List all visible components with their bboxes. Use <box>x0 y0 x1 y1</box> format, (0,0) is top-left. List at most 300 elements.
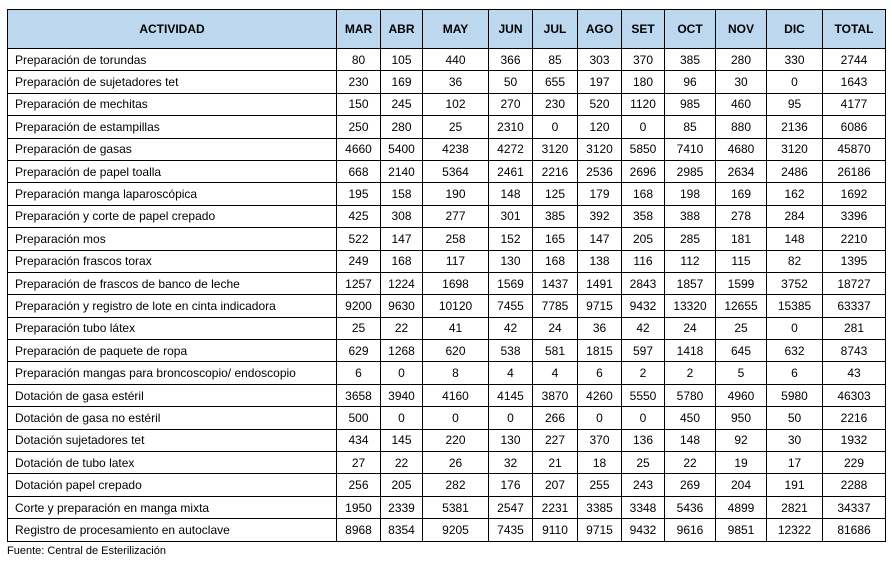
value-cell-oct: 450 <box>665 407 716 429</box>
value-cell-ago: 3120 <box>578 138 622 160</box>
value-cell-total: 281 <box>823 317 886 339</box>
value-cell-oct: 5780 <box>665 384 716 406</box>
value-cell-mar: 8968 <box>337 519 381 541</box>
value-cell-jul: 125 <box>533 183 578 205</box>
value-cell-ago: 303 <box>578 49 622 71</box>
value-cell-dic: 162 <box>767 183 823 205</box>
value-cell-ago: 138 <box>578 250 622 272</box>
value-cell-total: 34337 <box>823 496 886 518</box>
value-cell-nov: 950 <box>716 407 767 429</box>
value-cell-dic: 284 <box>767 205 823 227</box>
table-body <box>8 49 886 542</box>
value-cell-set: 5850 <box>622 138 665 160</box>
value-cell-nov: 115 <box>716 250 767 272</box>
value-cell-mar: 256 <box>337 474 381 496</box>
value-cell-abr: 1268 <box>381 340 423 362</box>
table-row <box>8 452 886 474</box>
table-row <box>8 228 886 250</box>
value-cell-jul: 1437 <box>533 272 578 294</box>
value-cell-mar: 4660 <box>337 138 381 160</box>
value-cell-total: 2744 <box>823 49 886 71</box>
value-cell-ago: 9715 <box>578 295 622 317</box>
value-cell-mar: 668 <box>337 160 381 182</box>
value-cell-set: 116 <box>622 250 665 272</box>
value-cell-dic: 0 <box>767 317 823 339</box>
table-row <box>8 183 886 205</box>
value-cell-total: 1395 <box>823 250 886 272</box>
value-cell-mar: 434 <box>337 429 381 451</box>
value-cell-total: 2216 <box>823 407 886 429</box>
value-cell-abr: 5400 <box>381 138 423 160</box>
value-cell-set: 205 <box>622 228 665 250</box>
value-cell-jul: 2231 <box>533 496 578 518</box>
value-cell-ago: 255 <box>578 474 622 496</box>
value-cell-set: 9432 <box>622 519 665 541</box>
value-cell-total: 4177 <box>823 93 886 115</box>
value-cell-oct: 2985 <box>665 160 716 182</box>
table-row <box>8 49 886 71</box>
value-cell-total: 1932 <box>823 429 886 451</box>
value-cell-dic: 17 <box>767 452 823 474</box>
column-header-jul: JUL <box>533 10 578 49</box>
value-cell-ago: 2536 <box>578 160 622 182</box>
activity-name-cell: Preparación mangas para broncoscopio/ endoscopio <box>8 362 337 384</box>
value-cell-set: 2 <box>622 362 665 384</box>
value-cell-nov: 12655 <box>716 295 767 317</box>
value-cell-ago: 0 <box>578 407 622 429</box>
value-cell-dic: 5980 <box>767 384 823 406</box>
activity-name-cell: Preparación de frascos de banco de leche <box>8 272 337 294</box>
value-cell-abr: 169 <box>381 71 423 93</box>
value-cell-set: 5550 <box>622 384 665 406</box>
table-row <box>8 407 886 429</box>
value-cell-jul: 4 <box>533 362 578 384</box>
value-cell-dic: 15385 <box>767 295 823 317</box>
value-cell-set: 168 <box>622 183 665 205</box>
value-cell-jun: 32 <box>489 452 533 474</box>
column-header-total: TOTAL <box>823 10 886 49</box>
value-cell-nov: 4960 <box>716 384 767 406</box>
value-cell-jul: 230 <box>533 93 578 115</box>
column-header-jun: JUN <box>489 10 533 49</box>
value-cell-total: 18727 <box>823 272 886 294</box>
value-cell-abr: 158 <box>381 183 423 205</box>
value-cell-dic: 30 <box>767 429 823 451</box>
value-cell-may: 4160 <box>423 384 489 406</box>
value-cell-mar: 6 <box>337 362 381 384</box>
column-header-abr: ABR <box>381 10 423 49</box>
value-cell-may: 26 <box>423 452 489 474</box>
value-cell-total: 6086 <box>823 116 886 138</box>
activity-name-cell: Dotación sujetadores tet <box>8 429 337 451</box>
table-row <box>8 116 886 138</box>
value-cell-nov: 460 <box>716 93 767 115</box>
value-cell-ago: 1815 <box>578 340 622 362</box>
value-cell-dic: 191 <box>767 474 823 496</box>
value-cell-abr: 22 <box>381 317 423 339</box>
value-cell-may: 220 <box>423 429 489 451</box>
value-cell-mar: 1257 <box>337 272 381 294</box>
value-cell-jul: 9110 <box>533 519 578 541</box>
value-cell-total: 63337 <box>823 295 886 317</box>
value-cell-mar: 629 <box>337 340 381 362</box>
value-cell-jul: 165 <box>533 228 578 250</box>
value-cell-may: 190 <box>423 183 489 205</box>
value-cell-nov: 880 <box>716 116 767 138</box>
value-cell-jul: 227 <box>533 429 578 451</box>
value-cell-oct: 1857 <box>665 272 716 294</box>
value-cell-set: 2696 <box>622 160 665 182</box>
activity-name-cell: Preparación frascos torax <box>8 250 337 272</box>
value-cell-jun: 152 <box>489 228 533 250</box>
table-row <box>8 295 886 317</box>
value-cell-oct: 5436 <box>665 496 716 518</box>
value-cell-abr: 9630 <box>381 295 423 317</box>
value-cell-jun: 50 <box>489 71 533 93</box>
value-cell-mar: 500 <box>337 407 381 429</box>
value-cell-set: 9432 <box>622 295 665 317</box>
table-row <box>8 93 886 115</box>
activity-name-cell: Dotación de tubo latex <box>8 452 337 474</box>
value-cell-jun: 2461 <box>489 160 533 182</box>
value-cell-set: 3348 <box>622 496 665 518</box>
value-cell-jul: 2216 <box>533 160 578 182</box>
value-cell-set: 25 <box>622 452 665 474</box>
value-cell-total: 1643 <box>823 71 886 93</box>
value-cell-jun: 148 <box>489 183 533 205</box>
activity-name-cell: Preparación de paquete de ropa <box>8 340 337 362</box>
value-cell-set: 136 <box>622 429 665 451</box>
activity-name-cell: Preparación de mechitas <box>8 93 337 115</box>
value-cell-oct: 13320 <box>665 295 716 317</box>
value-cell-may: 0 <box>423 407 489 429</box>
table-row <box>8 362 886 384</box>
activity-name-cell: Preparación manga laparoscópica <box>8 183 337 205</box>
value-cell-abr: 205 <box>381 474 423 496</box>
value-cell-set: 1120 <box>622 93 665 115</box>
table-header <box>8 10 886 49</box>
value-cell-oct: 96 <box>665 71 716 93</box>
value-cell-set: 597 <box>622 340 665 362</box>
value-cell-jul: 0 <box>533 116 578 138</box>
value-cell-may: 5364 <box>423 160 489 182</box>
table-row <box>8 496 886 518</box>
value-cell-jul: 581 <box>533 340 578 362</box>
value-cell-jun: 2310 <box>489 116 533 138</box>
value-cell-mar: 425 <box>337 205 381 227</box>
activity-name-cell: Dotación papel crepado <box>8 474 337 496</box>
column-header-nov: NOV <box>716 10 767 49</box>
value-cell-dic: 95 <box>767 93 823 115</box>
value-cell-may: 5381 <box>423 496 489 518</box>
activity-name-cell: Preparación de sujetadores tet <box>8 71 337 93</box>
value-cell-set: 2843 <box>622 272 665 294</box>
value-cell-dic: 12322 <box>767 519 823 541</box>
activity-table-container <box>7 9 886 542</box>
value-cell-nov: 280 <box>716 49 767 71</box>
table-row <box>8 519 886 541</box>
value-cell-jun: 4272 <box>489 138 533 160</box>
value-cell-oct: 388 <box>665 205 716 227</box>
value-cell-abr: 105 <box>381 49 423 71</box>
value-cell-abr: 308 <box>381 205 423 227</box>
value-cell-mar: 1950 <box>337 496 381 518</box>
value-cell-set: 0 <box>622 407 665 429</box>
value-cell-may: 9205 <box>423 519 489 541</box>
value-cell-mar: 250 <box>337 116 381 138</box>
value-cell-dic: 6 <box>767 362 823 384</box>
activity-name-cell: Preparación mos <box>8 228 337 250</box>
value-cell-total: 3396 <box>823 205 886 227</box>
value-cell-total: 2288 <box>823 474 886 496</box>
table-row <box>8 138 886 160</box>
value-cell-oct: 285 <box>665 228 716 250</box>
value-cell-total: 43 <box>823 362 886 384</box>
value-cell-nov: 9851 <box>716 519 767 541</box>
value-cell-oct: 148 <box>665 429 716 451</box>
value-cell-ago: 120 <box>578 116 622 138</box>
value-cell-jul: 385 <box>533 205 578 227</box>
value-cell-set: 0 <box>622 116 665 138</box>
value-cell-jul: 21 <box>533 452 578 474</box>
value-cell-jul: 3870 <box>533 384 578 406</box>
value-cell-oct: 2 <box>665 362 716 384</box>
value-cell-jun: 301 <box>489 205 533 227</box>
activity-name-cell: Preparación de gasas <box>8 138 337 160</box>
value-cell-jun: 130 <box>489 250 533 272</box>
value-cell-ago: 520 <box>578 93 622 115</box>
table-row <box>8 205 886 227</box>
value-cell-abr: 280 <box>381 116 423 138</box>
value-cell-may: 258 <box>423 228 489 250</box>
value-cell-jul: 168 <box>533 250 578 272</box>
value-cell-oct: 985 <box>665 93 716 115</box>
table-row <box>8 160 886 182</box>
value-cell-abr: 3940 <box>381 384 423 406</box>
value-cell-dic: 82 <box>767 250 823 272</box>
activity-table <box>7 9 886 542</box>
value-cell-oct: 385 <box>665 49 716 71</box>
value-cell-jun: 366 <box>489 49 533 71</box>
value-cell-abr: 2140 <box>381 160 423 182</box>
value-cell-jun: 0 <box>489 407 533 429</box>
activity-name-cell: Preparación y corte de papel crepado <box>8 205 337 227</box>
value-cell-dic: 2486 <box>767 160 823 182</box>
value-cell-set: 243 <box>622 474 665 496</box>
value-cell-nov: 2634 <box>716 160 767 182</box>
value-cell-may: 1698 <box>423 272 489 294</box>
value-cell-ago: 4260 <box>578 384 622 406</box>
value-cell-ago: 6 <box>578 362 622 384</box>
source-note: Fuente: Central de Esterilización <box>7 545 166 557</box>
value-cell-total: 81686 <box>823 519 886 541</box>
column-header-oct: OCT <box>665 10 716 49</box>
activity-name-cell: Preparación de papel toalla <box>8 160 337 182</box>
value-cell-ago: 147 <box>578 228 622 250</box>
value-cell-oct: 24 <box>665 317 716 339</box>
value-cell-may: 8 <box>423 362 489 384</box>
value-cell-jul: 266 <box>533 407 578 429</box>
value-cell-may: 25 <box>423 116 489 138</box>
value-cell-jun: 4145 <box>489 384 533 406</box>
value-cell-nov: 5 <box>716 362 767 384</box>
value-cell-mar: 27 <box>337 452 381 474</box>
activity-name-cell: Registro de procesamiento en autoclave <box>8 519 337 541</box>
table-row <box>8 250 886 272</box>
value-cell-abr: 22 <box>381 452 423 474</box>
value-cell-ago: 197 <box>578 71 622 93</box>
value-cell-set: 358 <box>622 205 665 227</box>
table-row <box>8 317 886 339</box>
activity-name-cell: Corte y preparación en manga mixta <box>8 496 337 518</box>
value-cell-nov: 645 <box>716 340 767 362</box>
value-cell-nov: 1599 <box>716 272 767 294</box>
value-cell-jul: 207 <box>533 474 578 496</box>
value-cell-total: 229 <box>823 452 886 474</box>
value-cell-ago: 18 <box>578 452 622 474</box>
value-cell-jun: 130 <box>489 429 533 451</box>
value-cell-oct: 7410 <box>665 138 716 160</box>
value-cell-ago: 179 <box>578 183 622 205</box>
table-row <box>8 71 886 93</box>
value-cell-mar: 249 <box>337 250 381 272</box>
value-cell-may: 277 <box>423 205 489 227</box>
value-cell-oct: 85 <box>665 116 716 138</box>
value-cell-ago: 1491 <box>578 272 622 294</box>
value-cell-jun: 7455 <box>489 295 533 317</box>
value-cell-jun: 4 <box>489 362 533 384</box>
activity-name-cell: Preparación y registro de lote en cinta indicadora <box>8 295 337 317</box>
header-row <box>8 10 886 49</box>
value-cell-jun: 270 <box>489 93 533 115</box>
value-cell-jul: 24 <box>533 317 578 339</box>
value-cell-total: 2210 <box>823 228 886 250</box>
table-row <box>8 474 886 496</box>
value-cell-total: 8743 <box>823 340 886 362</box>
table-row <box>8 340 886 362</box>
column-header-activity: ACTIVIDAD <box>8 10 337 49</box>
activity-name-cell: Dotación de gasa estéril <box>8 384 337 406</box>
value-cell-dic: 2136 <box>767 116 823 138</box>
column-header-may: MAY <box>423 10 489 49</box>
value-cell-dic: 3120 <box>767 138 823 160</box>
value-cell-jun: 176 <box>489 474 533 496</box>
value-cell-abr: 245 <box>381 93 423 115</box>
value-cell-total: 1692 <box>823 183 886 205</box>
value-cell-ago: 9715 <box>578 519 622 541</box>
value-cell-abr: 2339 <box>381 496 423 518</box>
value-cell-dic: 50 <box>767 407 823 429</box>
value-cell-set: 180 <box>622 71 665 93</box>
value-cell-nov: 4899 <box>716 496 767 518</box>
value-cell-mar: 3658 <box>337 384 381 406</box>
value-cell-oct: 1418 <box>665 340 716 362</box>
column-header-mar: MAR <box>337 10 381 49</box>
value-cell-abr: 147 <box>381 228 423 250</box>
table-row <box>8 429 886 451</box>
value-cell-nov: 92 <box>716 429 767 451</box>
value-cell-may: 440 <box>423 49 489 71</box>
value-cell-total: 46303 <box>823 384 886 406</box>
value-cell-abr: 168 <box>381 250 423 272</box>
value-cell-mar: 195 <box>337 183 381 205</box>
activity-name-cell: Preparación de torundas <box>8 49 337 71</box>
value-cell-oct: 112 <box>665 250 716 272</box>
value-cell-jun: 1569 <box>489 272 533 294</box>
value-cell-nov: 204 <box>716 474 767 496</box>
value-cell-dic: 632 <box>767 340 823 362</box>
value-cell-jul: 85 <box>533 49 578 71</box>
column-header-set: SET <box>622 10 665 49</box>
value-cell-mar: 9200 <box>337 295 381 317</box>
value-cell-nov: 181 <box>716 228 767 250</box>
value-cell-nov: 169 <box>716 183 767 205</box>
value-cell-dic: 2821 <box>767 496 823 518</box>
value-cell-jun: 7435 <box>489 519 533 541</box>
value-cell-ago: 3385 <box>578 496 622 518</box>
value-cell-may: 117 <box>423 250 489 272</box>
value-cell-nov: 19 <box>716 452 767 474</box>
value-cell-may: 282 <box>423 474 489 496</box>
value-cell-jun: 538 <box>489 340 533 362</box>
value-cell-ago: 36 <box>578 317 622 339</box>
table-row <box>8 272 886 294</box>
value-cell-may: 36 <box>423 71 489 93</box>
value-cell-mar: 150 <box>337 93 381 115</box>
value-cell-may: 102 <box>423 93 489 115</box>
column-header-ago: AGO <box>578 10 622 49</box>
value-cell-ago: 392 <box>578 205 622 227</box>
value-cell-abr: 0 <box>381 362 423 384</box>
value-cell-nov: 30 <box>716 71 767 93</box>
value-cell-may: 620 <box>423 340 489 362</box>
value-cell-may: 4238 <box>423 138 489 160</box>
value-cell-ago: 370 <box>578 429 622 451</box>
value-cell-total: 45870 <box>823 138 886 160</box>
value-cell-set: 370 <box>622 49 665 71</box>
value-cell-may: 10120 <box>423 295 489 317</box>
column-header-dic: DIC <box>767 10 823 49</box>
value-cell-abr: 1224 <box>381 272 423 294</box>
value-cell-dic: 330 <box>767 49 823 71</box>
activity-name-cell: Dotación de gasa no estéril <box>8 407 337 429</box>
value-cell-oct: 198 <box>665 183 716 205</box>
value-cell-jun: 42 <box>489 317 533 339</box>
value-cell-mar: 80 <box>337 49 381 71</box>
value-cell-oct: 9616 <box>665 519 716 541</box>
value-cell-jul: 7785 <box>533 295 578 317</box>
value-cell-mar: 25 <box>337 317 381 339</box>
value-cell-set: 42 <box>622 317 665 339</box>
value-cell-nov: 4680 <box>716 138 767 160</box>
value-cell-mar: 522 <box>337 228 381 250</box>
value-cell-abr: 8354 <box>381 519 423 541</box>
value-cell-dic: 0 <box>767 71 823 93</box>
value-cell-mar: 230 <box>337 71 381 93</box>
activity-name-cell: Preparación tubo látex <box>8 317 337 339</box>
value-cell-jul: 655 <box>533 71 578 93</box>
value-cell-jul: 3120 <box>533 138 578 160</box>
value-cell-jun: 2547 <box>489 496 533 518</box>
value-cell-total: 26186 <box>823 160 886 182</box>
value-cell-dic: 3752 <box>767 272 823 294</box>
value-cell-may: 41 <box>423 317 489 339</box>
value-cell-abr: 145 <box>381 429 423 451</box>
table-row <box>8 384 886 406</box>
value-cell-dic: 148 <box>767 228 823 250</box>
activity-name-cell: Preparación de estampillas <box>8 116 337 138</box>
value-cell-nov: 25 <box>716 317 767 339</box>
